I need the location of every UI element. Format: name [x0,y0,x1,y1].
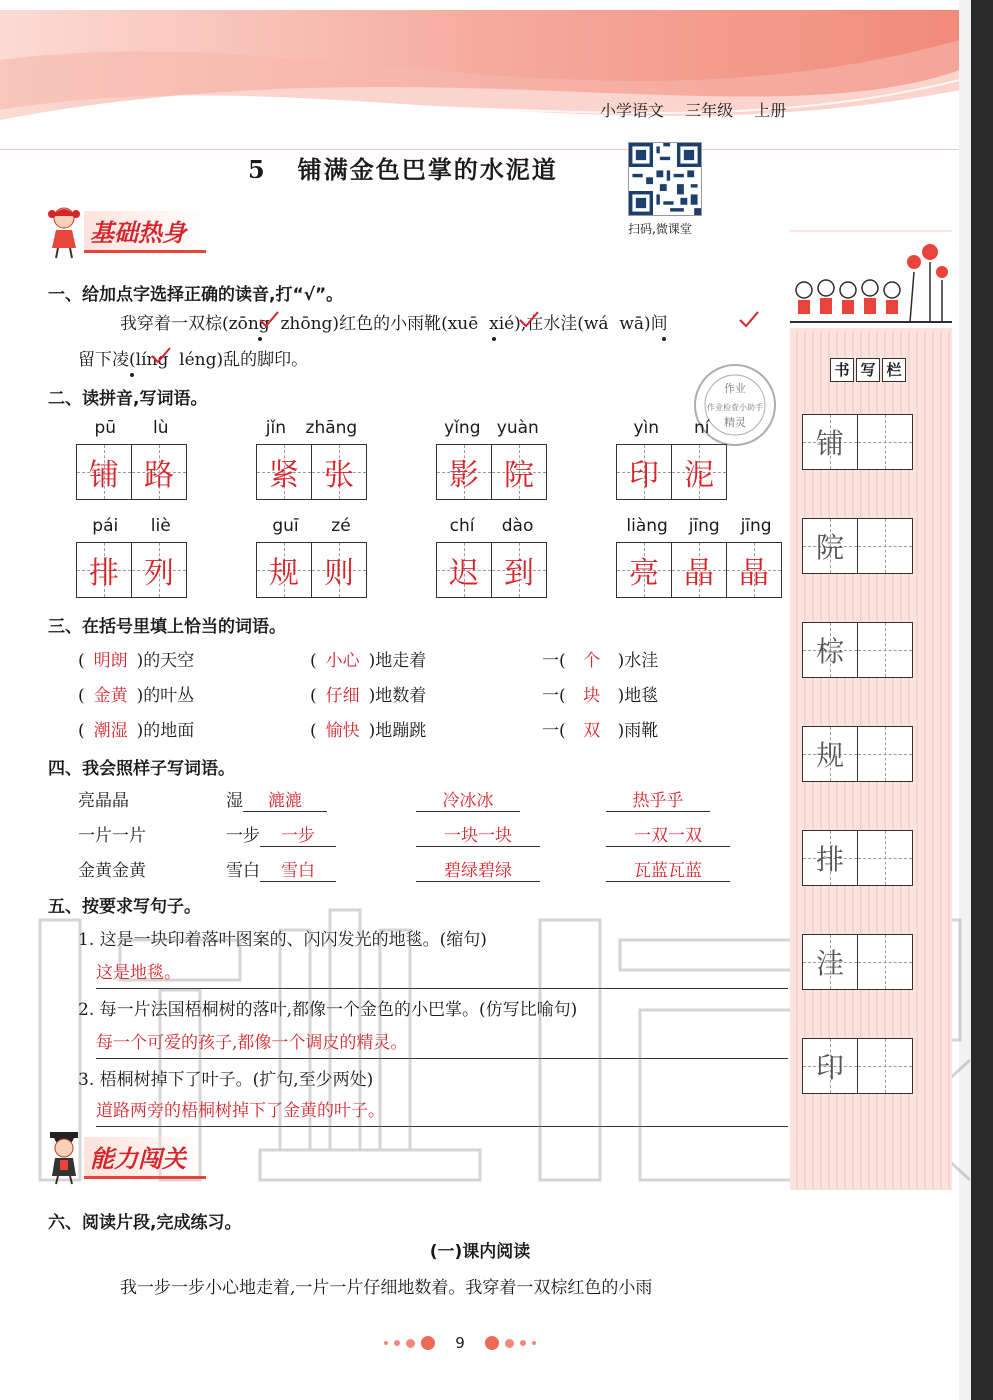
pattern-example: 一片一片 [78,826,146,846]
page-dot [505,1339,514,1348]
fill-suffix: )的天空 [136,651,195,671]
pinyin-syllable: yìn [633,418,660,438]
page-dot [421,1336,435,1350]
section-badge-basic [44,212,206,252]
fill-answer: 个 [583,651,601,671]
writing-grid[interactable] [76,444,187,500]
practice-char: 印 [815,1051,844,1084]
writing-cell[interactable] [437,543,492,597]
answer-char: 泥 [684,458,714,493]
writing-cell[interactable] [672,445,726,499]
fill-answer: 双 [583,721,601,741]
practice-grid[interactable] [802,830,913,886]
writing-cell[interactable] [312,543,366,597]
fill-blank-item[interactable] [310,716,426,741]
practice-cell-blank[interactable] [858,519,912,573]
q6-heading: 六、阅读片段,完成练习。 [48,1213,242,1233]
girl-student-icon [44,204,84,260]
practice-cell-model [803,727,858,781]
grade-label: 三年级 [685,101,734,120]
fill-suffix: )地毯 [617,686,659,706]
fill-suffix: )地蹦跳 [368,721,427,741]
pinyin-syllable: lù [153,418,169,438]
page-dot [485,1336,499,1350]
pinyin-syllable: liàng [626,516,668,536]
pattern-answer-line[interactable]: 一双一双 [606,821,730,847]
practice-char: 院 [815,531,844,564]
check-mark-icon [150,346,172,364]
fill-suffix: )地数着 [368,686,427,706]
writing-cell[interactable] [132,445,186,499]
answer-char: 到 [504,556,534,591]
writing-grid[interactable] [256,542,367,598]
pinyin-word-block [436,418,547,500]
fill-answer: 仔细 [325,686,360,706]
practice-grid[interactable] [802,726,913,782]
pinyin-syllable: dào [501,516,534,536]
practice-cell-blank[interactable] [858,727,912,781]
pinyin-word-block [616,418,727,500]
practice-char: 洼 [815,947,844,980]
pinyin-row [256,516,367,542]
fill-prefix: 一( [542,686,566,706]
fill-prefix: ( [78,721,85,741]
practice-cell-model [803,623,858,677]
section-label-ability: 能力闯关 [84,1137,206,1179]
answer-char: 紧 [269,458,299,493]
fill-suffix: )的叶丛 [136,686,195,706]
writing-panel-title-char: 书 [830,358,854,382]
writing-panel-title-char: 写 [856,358,880,382]
answer-char: 路 [144,458,174,493]
q5-answer-3: 道路两旁的梧桐树掉下了金黄的叶子。 [96,1101,385,1121]
q5-answer-1: 这是地毯。 [96,963,181,983]
stamp-top-text: 作业 [724,382,746,395]
q4-heading: 四、我会照样子写词语。 [48,759,235,779]
pinyin-syllable: zé [331,516,351,536]
pinyin-syllable: jīng [688,516,720,536]
fill-blank-item[interactable] [542,716,658,741]
answer-char: 列 [144,556,174,591]
pattern-word [226,856,336,882]
page-dot [520,1340,526,1346]
header-subject [600,98,802,121]
writing-grid[interactable] [436,444,547,500]
fill-answer: 明朗 [93,651,128,671]
page-number: 9 [455,1334,465,1352]
page-dot [532,1341,536,1345]
fill-prefix: ( [310,651,317,671]
practice-cell-blank[interactable] [858,623,912,677]
practice-grid[interactable] [802,934,913,990]
writing-cell[interactable] [492,445,546,499]
answer-char: 亮 [629,556,659,591]
pattern-answer-line[interactable]: 漉漉 [243,786,327,812]
pattern-answer-line[interactable]: 碧绿碧绿 [416,856,540,882]
header-wave-banner [0,0,960,150]
practice-char: 棕 [815,635,844,668]
pinyin-syllable: pái [92,516,119,536]
q6-passage: 我一步一步小心地走着,一片一片仔细地数着。我穿着一双棕红色的小雨 [120,1278,653,1298]
fill-answer: 愉快 [325,721,360,741]
page-dot [394,1340,400,1346]
fill-blank-item[interactable] [542,681,658,706]
q1-line2: 留下凌(líng léng)乱的脚印。 [78,350,309,370]
answer-char: 影 [449,458,479,493]
pinyin-syllable: liè [150,516,171,536]
practice-cell-blank[interactable] [858,831,912,885]
fill-suffix: )水洼 [617,651,659,671]
stamp-middle-text: 作业检查小助手 [707,403,763,412]
q1-line1: 我穿着一双棕(zōng zhōng)红色的小雨靴(xuē xié),在水洼(wá wā)间 [120,314,668,334]
fill-answer: 潮湿 [93,721,128,741]
pattern-example: 金黄金黄 [78,861,146,881]
q5-prompt-3: 3. 梧桐树掉下了叶子。(扩句,至少两处) [78,1070,374,1090]
writing-cell[interactable] [727,543,781,597]
practice-cell-model [803,519,858,573]
fill-prefix: 一( [542,651,566,671]
q5-prompt-2: 2. 每一片法国梧桐树的落叶,都像一个金色的小巴掌。(仿写比喻句) [78,1000,578,1020]
pattern-word-text: 一步 [226,826,260,846]
pattern-example: 亮晶晶 [78,791,129,811]
pattern-word [226,786,327,812]
q5-prompt-1: 1. 这是一块印着落叶图案的、闪闪发光的地毯。(缩句) [78,930,487,950]
pattern-answer-line[interactable]: 雪白 [260,856,336,882]
fill-blank-item[interactable] [542,646,658,671]
fill-suffix: )雨靴 [617,721,659,741]
pinyin-syllable: zhāng [305,418,358,438]
pattern-answer-line[interactable]: 热乎乎 [606,786,710,812]
pinyin-row [616,516,782,542]
stamp-bottom-text: 精灵 [724,416,746,429]
subject-label: 小学语文 [600,101,665,120]
writing-cell[interactable] [77,445,132,499]
writing-grid[interactable] [256,444,367,500]
writing-cell[interactable] [312,445,366,499]
writing-cell[interactable] [437,445,492,499]
writing-grid[interactable] [76,542,187,598]
fill-answer: 块 [583,686,601,706]
fill-blank-item[interactable] [310,681,426,706]
fill-answer: 金黄 [93,686,128,706]
pattern-word [226,821,336,847]
practice-cell-blank[interactable] [858,1039,912,1093]
volume-label: 上册 [754,101,787,120]
pinyin-syllable: ní [694,418,710,438]
pinyin-word-block [256,516,367,598]
fill-suffix: )地走着 [368,651,427,671]
answer-char: 院 [504,458,534,493]
pattern-word-text: 雪白 [226,861,260,881]
fill-answer: 小心 [325,651,360,671]
answer-char: 迟 [449,556,479,591]
q6-subheading: (一)课内阅读 [429,1242,531,1262]
pinyin-syllable: guī [272,516,299,536]
qr-code-icon[interactable] [628,142,702,216]
fill-prefix: ( [310,721,317,741]
practice-char: 铺 [815,427,844,460]
fill-blank-item[interactable] [78,646,194,671]
qr-caption: 扫码,微课堂 [628,222,692,236]
practice-char: 规 [815,739,844,772]
page-number-area [380,1325,540,1361]
pattern-word-text: 湿 [226,791,243,811]
practice-grid[interactable] [802,1038,913,1094]
pinyin-syllable: yuàn [496,418,539,438]
writing-grid[interactable] [436,542,547,598]
pinyin-syllable: chí [449,516,475,536]
writing-cell[interactable] [617,543,672,597]
writing-panel-title [830,358,906,382]
section-badge-ability [44,1138,206,1178]
lesson-title: 5 铺满金色巴掌的水泥道 [248,155,558,184]
writing-cell[interactable] [492,543,546,597]
emphasis-dot [130,373,134,377]
practice-grid[interactable] [802,622,913,678]
page-dot [384,1341,388,1345]
practice-cell-model [803,935,858,989]
fill-prefix: ( [310,686,317,706]
pinyin-row [436,418,547,444]
answer-char: 则 [324,556,354,591]
practice-grid[interactable] [802,414,913,470]
pinyin-word-block [76,418,187,500]
emphasis-dot [662,337,666,341]
pattern-answer-line[interactable]: 一块一块 [416,821,540,847]
writing-panel-title-char: 栏 [882,358,906,382]
answer-char: 铺 [89,458,119,493]
writing-cell[interactable] [77,543,132,597]
writing-grid[interactable] [616,542,782,598]
practice-cell-blank[interactable] [858,935,912,989]
pinyin-syllable: jīng [740,516,772,536]
pinyin-syllable: yǐng [444,418,481,438]
pinyin-row [256,418,367,444]
writing-grid[interactable] [616,444,727,500]
pinyin-word-block [256,418,367,500]
fill-blank-item[interactable] [310,646,426,671]
graduate-student-icon [44,1130,84,1186]
answer-char: 晶 [684,556,714,591]
answer-char: 印 [629,458,659,493]
fill-blank-item[interactable] [78,681,194,706]
check-mark-icon [518,310,540,328]
q3-heading: 三、在括号里填上恰当的词语。 [48,617,286,637]
writing-cell[interactable] [257,543,312,597]
fill-prefix: ( [78,651,85,671]
fill-blank-item[interactable] [78,716,194,741]
q5-answer-2: 每一个可爱的孩子,都像一个调皮的精灵。 [96,1033,408,1053]
fill-suffix: )的地面 [136,721,195,741]
practice-cell-model [803,415,858,469]
emphasis-dot [492,337,496,341]
answer-char: 晶 [739,556,769,591]
answer-char: 张 [324,458,354,493]
fill-prefix: 一( [542,721,566,741]
writing-cell[interactable] [132,543,186,597]
practice-cell-model [803,1039,858,1093]
pinyin-row [436,516,547,542]
emphasis-dot [258,337,262,341]
section-label-basic: 基础热身 [84,211,206,253]
children-flowers-illustration [790,232,952,328]
q1-heading: 一、给加点字选择正确的读音,打“√”。 [48,285,344,305]
writing-cell[interactable] [617,445,672,499]
pinyin-row [616,418,727,444]
pinyin-word-block [616,516,782,598]
writing-cell[interactable] [257,445,312,499]
practice-char: 排 [815,843,844,876]
check-mark-icon [258,310,280,328]
answer-char: 规 [269,556,299,591]
pattern-answer-line[interactable]: 冷冰冰 [416,786,520,812]
practice-cell-model [803,831,858,885]
pattern-answer-line[interactable]: 一步 [260,821,336,847]
pinyin-row [76,516,187,542]
pinyin-syllable: jǐn [265,418,286,438]
check-mark-icon [738,310,760,328]
pinyin-row [76,418,187,444]
writing-cell[interactable] [672,543,727,597]
answer-char: 排 [89,556,119,591]
pinyin-syllable: pū [94,418,117,438]
q5-heading: 五、按要求写句子。 [48,897,201,917]
pinyin-word-block [436,516,547,598]
pattern-answer-line[interactable]: 瓦蓝瓦蓝 [606,856,730,882]
practice-grid[interactable] [802,518,913,574]
fill-prefix: ( [78,686,85,706]
practice-cell-blank[interactable] [858,415,912,469]
q2-heading: 二、读拼音,写词语。 [48,389,208,409]
pinyin-word-block [76,516,187,598]
page-dot [406,1339,415,1348]
